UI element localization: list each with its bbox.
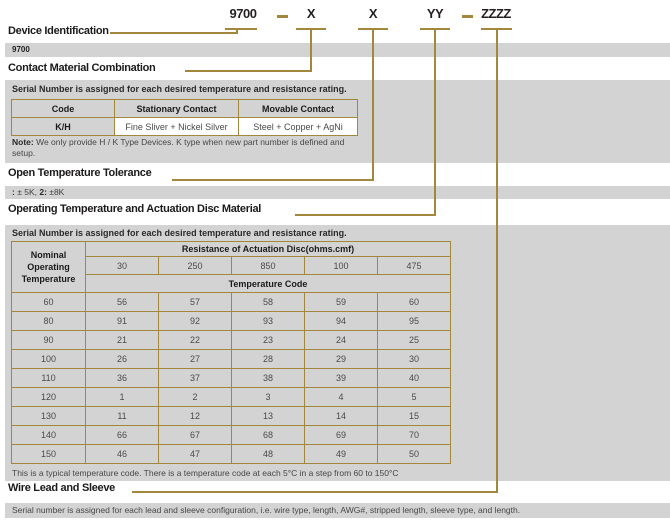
code-cell: 14 (305, 407, 378, 426)
connector-line-open-tolerance (172, 179, 374, 181)
table-row (12, 445, 451, 464)
resistance-value-cell: 30 (86, 257, 159, 275)
table-row (12, 293, 451, 312)
code-cell: 23 (232, 331, 305, 350)
code-cell: 25 (378, 331, 451, 350)
code-cell: 91 (86, 312, 159, 331)
code-cell: 24 (305, 331, 378, 350)
connector-vertical-yy (434, 28, 436, 216)
heading-operating-temperature: Operating Temperature and Actuation Disc Material (8, 203, 262, 215)
code-cell: 30 (378, 350, 451, 369)
contact-material-note (12, 137, 364, 158)
code-cell: 67 (159, 426, 232, 445)
wire-lead-bar (5, 503, 670, 518)
temperature-code-table (11, 241, 451, 464)
note-label: Note: (12, 137, 34, 147)
code-cell: 58 (232, 293, 305, 312)
stationary-contact-cell: Fine Sliver + Nickel Silver (115, 118, 239, 136)
code-segment-base: 9700 (229, 6, 257, 21)
table-row (12, 388, 451, 407)
column-header-movable-contact: Movable Contact (239, 100, 358, 118)
temperature-cell: 90 (12, 331, 86, 350)
code-value-cell: K/H (12, 118, 115, 136)
table-header-row (12, 242, 451, 257)
code-cell: 66 (86, 426, 159, 445)
code-cell: 3 (232, 388, 305, 407)
code-cell: 12 (159, 407, 232, 426)
code-segment-x1: X (306, 6, 316, 21)
temperature-code-footnote: This is a typical temperature code. There is a temperature code at each 5°C in a step from 60 to 150°C (12, 468, 399, 478)
column-header-code: Code (12, 100, 115, 118)
temperature-cell: 100 (12, 350, 86, 369)
underline-base (225, 28, 257, 30)
code-cell: 11 (86, 407, 159, 426)
resistance-header: Resistance of Actuation Disc(ohms.cmf) (86, 242, 451, 257)
code-cell: 21 (86, 331, 159, 350)
device-id-value-bar (5, 43, 670, 57)
code-cell: 49 (305, 445, 378, 464)
operating-temperature-block (5, 225, 670, 481)
heading-open-temperature-tolerance: Open Temperature Tolerance (8, 167, 152, 179)
code-cell: 13 (232, 407, 305, 426)
code-cell: 95 (378, 312, 451, 331)
temperature-cell: 120 (12, 388, 86, 407)
code-cell: 29 (305, 350, 378, 369)
code-cell: 4 (305, 388, 378, 407)
tolerance-code-2: 2: (39, 187, 47, 197)
code-cell: 26 (86, 350, 159, 369)
code-cell: 28 (232, 350, 305, 369)
connector-line-operating-temperature (295, 214, 436, 216)
temperature-cell: 150 (12, 445, 86, 464)
code-cell: 5 (378, 388, 451, 407)
table-row (12, 369, 451, 388)
table-row (12, 350, 451, 369)
temperature-cell: 130 (12, 407, 86, 426)
table-row (12, 426, 451, 445)
code-cell: 1 (86, 388, 159, 407)
code-separator-dash (462, 15, 473, 18)
code-cell: 92 (159, 312, 232, 331)
table-header-row (12, 100, 358, 118)
contact-material-block (5, 80, 670, 163)
temperature-cell: 110 (12, 369, 86, 388)
tolerance-options-bar (5, 186, 670, 199)
code-cell: 27 (159, 350, 232, 369)
code-separator-dash (277, 15, 288, 18)
code-cell: 15 (378, 407, 451, 426)
heading-device-identification: Device Identification (8, 25, 109, 37)
code-cell: 22 (159, 331, 232, 350)
temperature-cell: 80 (12, 312, 86, 331)
connector-line-contact-material (185, 70, 312, 72)
connector-vertical-zzzz (496, 28, 498, 493)
code-cell: 2 (159, 388, 232, 407)
column-header-stationary-contact: Stationary Contact (115, 100, 239, 118)
code-cell: 38 (232, 369, 305, 388)
code-cell: 37 (159, 369, 232, 388)
code-cell: 48 (232, 445, 305, 464)
temperature-cell: 60 (12, 293, 86, 312)
resistance-value-cell: 250 (159, 257, 232, 275)
operating-temperature-intro: Serial Number is assigned for each desired temperature and resistance rating. (12, 228, 347, 238)
code-cell: 59 (305, 293, 378, 312)
code-cell: 46 (86, 445, 159, 464)
connector-vertical-x1 (310, 28, 312, 72)
code-cell: 93 (232, 312, 305, 331)
code-cell: 47 (159, 445, 232, 464)
code-cell: 57 (159, 293, 232, 312)
code-cell: 68 (232, 426, 305, 445)
connector-line-wire-lead (132, 491, 498, 493)
resistance-value-cell: 100 (305, 257, 378, 275)
code-cell: 36 (86, 369, 159, 388)
heading-wire-lead: Wire Lead and Sleeve (8, 482, 116, 494)
code-cell: 39 (305, 369, 378, 388)
code-cell: 94 (305, 312, 378, 331)
code-segment-zzzz: ZZZZ (481, 6, 511, 21)
contact-material-intro: Serial Number is assigned for each desired temperature and resistance rating. (12, 84, 347, 94)
table-row (12, 407, 451, 426)
code-cell: 70 (378, 426, 451, 445)
heading-contact-material: Contact Material Combination (8, 62, 156, 74)
movable-contact-cell: Steel + Copper + AgNi (239, 118, 358, 136)
code-segment-x2: X (368, 6, 378, 21)
code-cell: 40 (378, 369, 451, 388)
resistance-value-cell: 850 (232, 257, 305, 275)
code-cell: 60 (378, 293, 451, 312)
table-row (12, 312, 451, 331)
device-id-value: 9700 (12, 45, 30, 54)
code-cell: 69 (305, 426, 378, 445)
corner-header-nominal-operating-temperature: Nominal Operating Temperature (12, 242, 86, 293)
tolerance-value-2: ±8K (46, 187, 65, 197)
table-row (12, 118, 358, 136)
connector-line-device-id (110, 32, 238, 34)
contact-material-table (11, 99, 358, 136)
wire-lead-text: Serial number is assigned for each lead and sleeve configuration, i.e. wire type, length, AWG#, stripped length, sleeve type, and length. (12, 505, 521, 515)
tolerance-code-1: : (12, 187, 15, 197)
temperature-code-header: Temperature Code (86, 275, 451, 293)
code-cell: 56 (86, 293, 159, 312)
code-segment-yy: YY (426, 6, 444, 21)
tolerance-value-1: ± 5K, (14, 187, 40, 197)
note-text: We only provide H / K Type Devices. K type when new part number is defined and setup. (12, 137, 345, 158)
resistance-value-cell: 475 (378, 257, 451, 275)
code-cell: 50 (378, 445, 451, 464)
temperature-cell: 140 (12, 426, 86, 445)
table-row (12, 331, 451, 350)
connector-vertical-x2 (372, 28, 374, 181)
